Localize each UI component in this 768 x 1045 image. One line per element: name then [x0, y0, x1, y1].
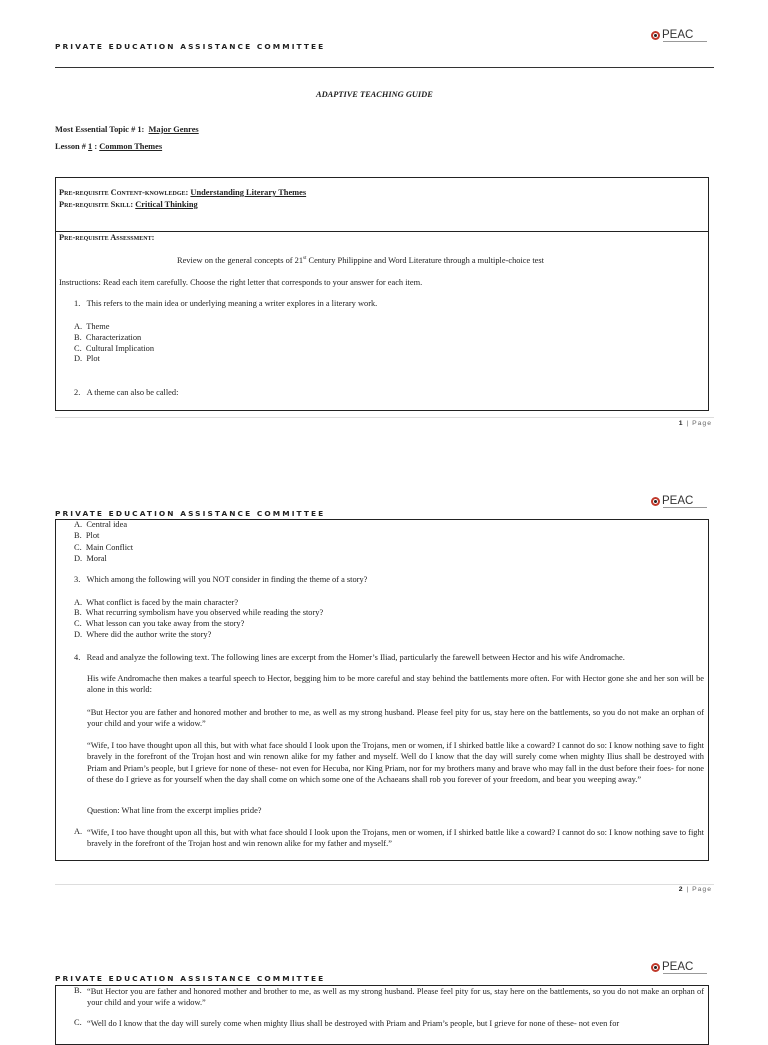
q3-option-a: A. What conflict is faced by the main character?: [74, 598, 239, 607]
org-header-3: PRIVATE EDUCATION ASSISTANCE COMMITTEE: [55, 974, 326, 983]
q4-option-b-letter: B.: [74, 986, 82, 995]
review-line: Review on the general concepts of 21st Century Philippine and Word Literature through a multiple-choice test: [177, 256, 544, 265]
q4-context-paragraph: His wife Andromache then makes a tearful speech to Hector, begging him to be more careful and stay behind the battlements more often. For with Hector gone she and her son will be alone in this world:: [87, 674, 704, 695]
peac-logo-2: [651, 495, 693, 507]
peac-emblem-icon: [651, 31, 660, 40]
doc-title: ADAPTIVE TEACHING GUIDE: [316, 90, 433, 99]
q4-option-a-letter: A.: [74, 827, 83, 836]
topic-line: Most Essential Topic # 1: Major Genres: [55, 125, 199, 134]
q4-option-a-text: “Wife, I too have thought upon all this, but with what face should I look upon the Trojans, men or women, if I shirked battle like a coward? I cannot do so: I know nothing save to fight bravely in the forefront of the Trojan host and win renown alike for my father and myself.”: [87, 828, 704, 849]
question-3: 3. Which among the following will you NOT consider in finding the theme of a story?: [74, 575, 368, 584]
peac-logo-3: [651, 961, 693, 973]
q4-question: Question: What line from the excerpt implies pride?: [87, 806, 262, 815]
org-header: PRIVATE EDUCATION ASSISTANCE COMMITTEE: [55, 42, 326, 51]
peac-logo: [651, 29, 693, 41]
page1-footer-rule: [55, 417, 714, 418]
q1-option-c: C. Cultural Implication: [74, 344, 155, 353]
lesson-line: Lesson # 1 : Common Themes: [55, 142, 163, 151]
header-divider: [55, 67, 714, 68]
prereq-assessment-label: Pre-requisite Assessment:: [59, 233, 155, 242]
q3-option-b: B. What recurring symbolism have you observed while reading the story?: [74, 608, 324, 617]
q2-option-b: B. Plot: [74, 531, 100, 540]
logo-text: PEAC: [662, 495, 694, 507]
page2-number: 2 | Page: [678, 886, 712, 893]
q1-option-a: A. Theme: [74, 322, 110, 331]
instructions: Instructions: Read each item carefully. Choose the right letter that corresponds to your answer for each item.: [59, 278, 423, 287]
q3-option-c: C. What lesson can you take away from the story?: [74, 619, 245, 628]
peac-emblem-icon: [651, 497, 660, 506]
q2-option-a: A. Central idea: [74, 520, 128, 529]
prereq-knowledge: Pre-requisite Content-knowledge: Understanding Literary Themes: [59, 188, 307, 197]
prereq-skill: Pre-requisite Skill: Critical Thinking: [59, 200, 198, 209]
q3-option-d: D. Where did the author write the story?: [74, 630, 212, 639]
q4-option-b-text: “But Hector you are father and honored mother and brother to me, as well as my strong husband. Please feel pity for us, stay here on the battlements, so you do not make an orphan of your child and your wife a widow.”: [87, 987, 704, 1008]
question-1: 1. This refers to the main idea or underlying meaning a writer explores in a literary work.: [74, 299, 378, 308]
q1-option-d: D. Plot: [74, 354, 100, 363]
logo-text: PEAC: [662, 961, 694, 973]
org-header-2: PRIVATE EDUCATION ASSISTANCE COMMITTEE: [55, 509, 326, 518]
question-4: 4. Read and analyze the following text. The following lines are excerpt from the Homer’s Iliad, particularly the farewell between Hector and his wife Andromache.: [74, 653, 625, 662]
prereq-box-divider: [55, 231, 709, 232]
logo-text: PEAC: [662, 29, 694, 41]
q2-option-d: D. Moral: [74, 554, 107, 563]
q4-option-c-text: “Well do I know that the day will surely come when mighty Ilius shall be destroyed with Priam and Priam’s people, but I grieve for none of these- not even for: [87, 1019, 620, 1028]
q1-option-b: B. Characterization: [74, 333, 142, 342]
page2-footer-rule: [55, 884, 714, 885]
q4-hector-quote: “Wife, I too have thought upon all this, but with what face should I look upon the Trojans, men or women, if I shirked battle like a coward? I cannot do so: I know nothing save to fight bravely in the forefront of the Trojan host and win renown alike for my father and myself. Well do I know that the day will surely come when mighty Ilius shall be destroyed with Priam and Priam’s people, but I grieve for none of these- not even for Hecuba, nor King Priam, nor for my brothers many and brave who may fall in the dust before their foes- for none of these do I grieve as for yourself when the day shall come on which some one of the Achaeans shall rob you forever of your freedom, and bear you weeping away.”: [87, 741, 704, 784]
q4-andromache-quote: “But Hector you are father and honored mother and brother to me, as well as my strong husband. Please feel pity for us, stay here on the battlements, so you do not make an orphan of your child and your wife a widow.”: [87, 708, 704, 729]
q4-option-c-letter: C.: [74, 1018, 82, 1027]
question-2: 2. A theme can also be called:: [74, 388, 179, 397]
q2-option-c: C. Main Conflict: [74, 543, 134, 552]
page1-number: 1 | Page: [678, 420, 712, 427]
peac-emblem-icon: [651, 963, 660, 972]
prerequisite-box: [55, 177, 709, 411]
